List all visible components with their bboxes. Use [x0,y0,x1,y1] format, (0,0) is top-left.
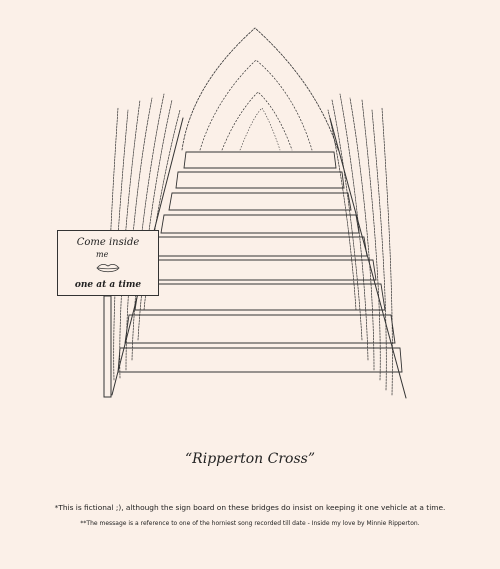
right-hatch [340,94,368,360]
footnote-1: *This is fictional ;), although the sign board on these bridges do insist on keeping it one vehicle at a time. [54,503,446,512]
arch-middle [200,60,312,150]
arch-core [240,108,280,150]
sign-text-line1: Come inside [76,237,140,248]
sign-text-line3: one at a time [74,280,142,290]
lips-icon [96,262,120,274]
bridge-steps [118,152,402,372]
sign-post [104,296,111,397]
caption-title: “Ripperton Cross” [185,451,315,467]
sign-board [57,230,159,296]
right-hatch [382,108,392,395]
arch-outer [182,28,338,150]
sign-text-line2: me [96,250,109,259]
arch-inner [222,92,292,150]
left-hatch [138,100,172,340]
left-hatch [132,94,164,360]
footnote-2: **The message is a reference to one of the horniest song recorded till date - Inside my love by Minnie Ripperton. [80,520,420,527]
